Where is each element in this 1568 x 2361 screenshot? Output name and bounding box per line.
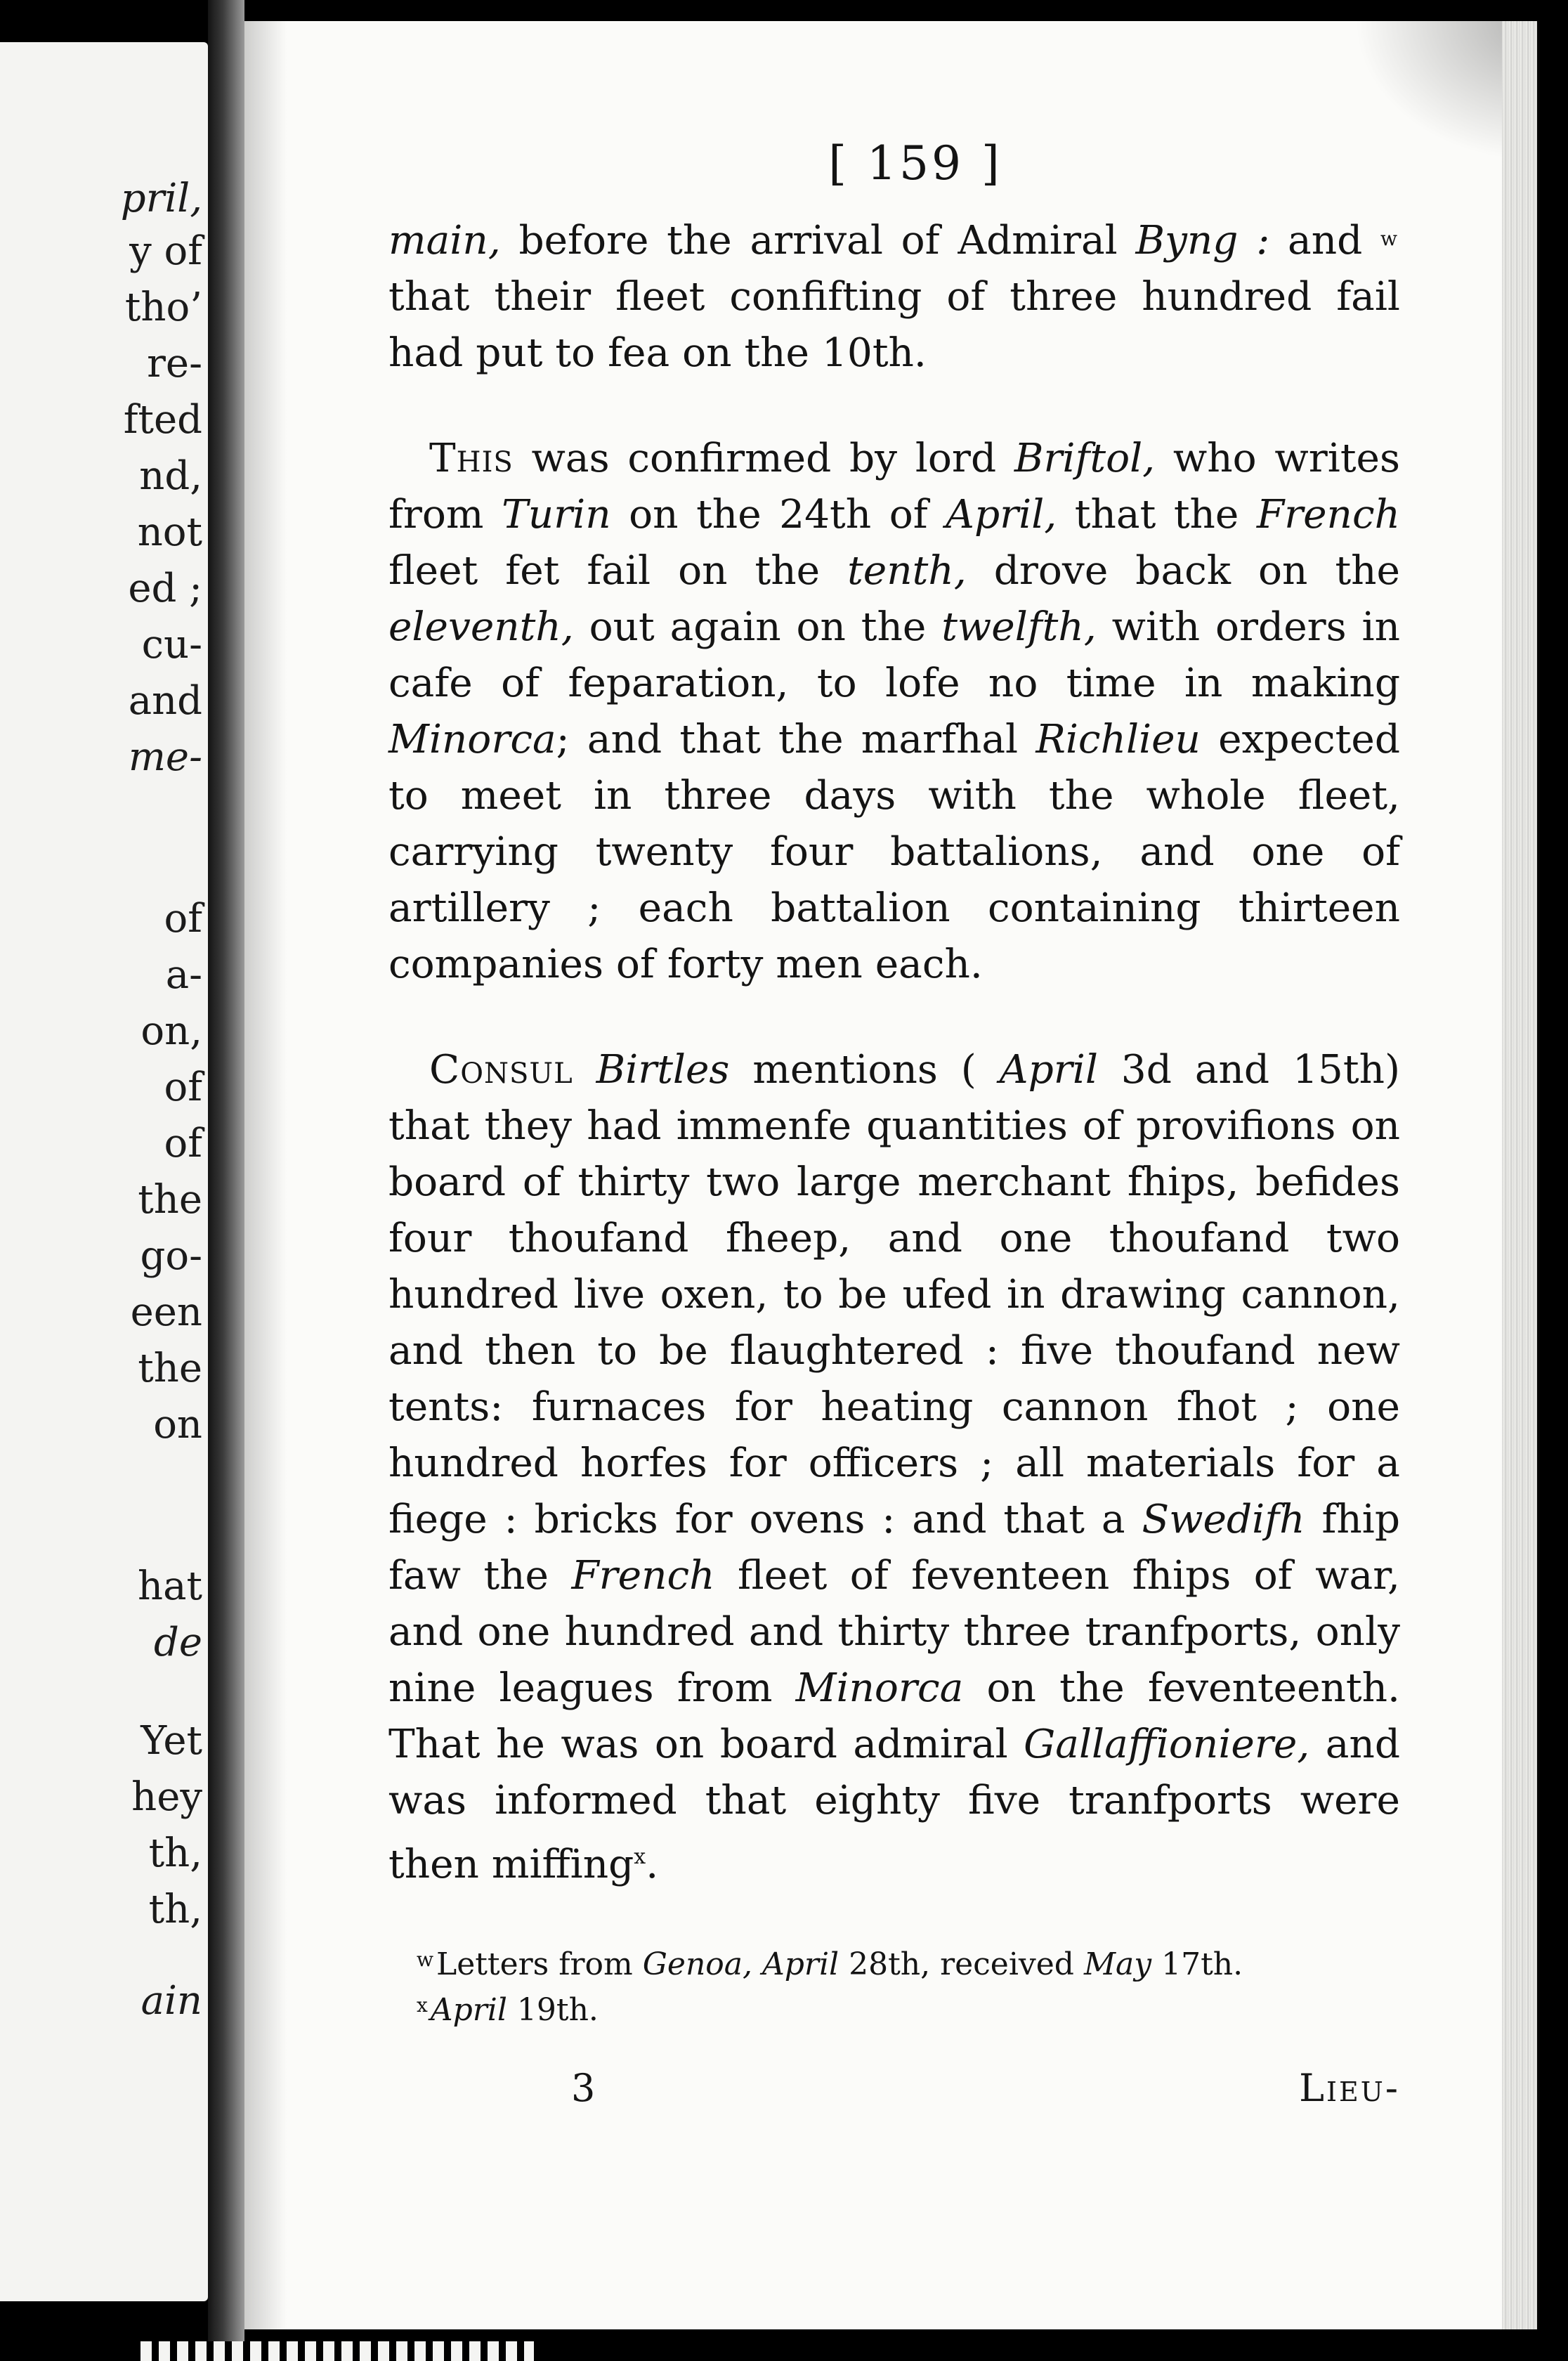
text-span [573, 1047, 596, 1093]
text-span: April [762, 1946, 839, 1982]
left-page-line-fragment: of [164, 1065, 202, 1110]
text-span: that their fleet confifting of three hundred fail had put to fea on the 10th. [388, 274, 1400, 376]
text-span: was confirmed by lord [513, 436, 1014, 481]
footnote-marker-w: w [1380, 227, 1397, 250]
catchword: Lieu- [1299, 2066, 1400, 2110]
text-span: fleet of feventeen fhips of war, and one hundred and thirty three tranfports, only nine leagues from [388, 1553, 1400, 1711]
left-page-line-fragment: een [130, 1289, 202, 1335]
text-span: Consul [429, 1047, 573, 1093]
page-content [388, 136, 1401, 2115]
left-page-line-fragment: on [153, 1402, 202, 1448]
left-page-line-fragment: and [128, 678, 202, 724]
text-span: This [429, 436, 514, 481]
book-page [244, 21, 1537, 2329]
catchline [388, 2066, 1400, 2115]
text-span: fhip faw the [388, 1497, 1401, 1599]
left-page-line-fragment: a- [165, 952, 202, 998]
text-span: Briftol, [1014, 436, 1156, 481]
left-page-line-fragment: cu- [141, 622, 202, 668]
page-header: [ 159 ] [828, 136, 1002, 190]
paragraph-2 [388, 431, 1400, 993]
text-span: mentions ( [729, 1047, 1000, 1093]
text-span: ; and that the marfhal [556, 717, 1036, 762]
gutter-shadow [244, 21, 287, 2329]
text-span: out again on the [573, 604, 942, 650]
book-gutter [208, 0, 244, 2361]
text-span: main, [388, 218, 501, 264]
text-span: eleventh, [388, 604, 574, 650]
text-span: and [1269, 218, 1381, 264]
text-span: who writes from [388, 436, 1400, 538]
text-span: drove back on the [966, 548, 1400, 594]
left-page-line-fragment: pril, [120, 176, 202, 221]
left-page-line-fragment: not [137, 509, 202, 555]
paragraph-3 [388, 1042, 1400, 1893]
text-span: Gallaffioniere, [1024, 1722, 1310, 1767]
left-page-line-fragment: ain [141, 1978, 202, 2024]
left-page-line-fragment: the [138, 1177, 202, 1223]
text-span: Birtles [596, 1047, 730, 1093]
left-page-line-fragment: th, [148, 1830, 202, 1876]
left-page-line-fragment: hey [131, 1774, 202, 1820]
text-span: April, [946, 492, 1057, 538]
text-span [752, 1946, 762, 1982]
left-page-line-fragment: on, [141, 1008, 202, 1054]
footnotes [388, 1939, 1400, 2031]
text-span: April [430, 1992, 507, 2028]
text-span: twelfth, [941, 604, 1097, 650]
text-span: Minorca [388, 717, 556, 762]
left-page-line-fragment: tho’ [124, 285, 202, 330]
left-page-fragment [0, 42, 208, 2301]
text-span: and was informed that eighty five tranfports were then miffing [388, 1722, 1400, 1887]
left-page-line-fragment: nd, [139, 453, 202, 499]
left-page-line-fragment: the [138, 1346, 202, 1391]
footnote-w [417, 1939, 1400, 1985]
text-span: Genoa, [642, 1946, 752, 1982]
text-span: on the feventeenth. That he was on board admiral [388, 1665, 1400, 1767]
text-span: with orders in cafe of feparation, to lofe no time in making [388, 604, 1400, 706]
page-edges [1502, 21, 1537, 2329]
text-span: Byng : [1135, 218, 1270, 264]
text-span: 28th, received [839, 1946, 1084, 1982]
left-page-line-fragment: ed ; [128, 566, 202, 611]
left-page-line-fragment: hat [138, 1563, 202, 1609]
text-span: Minorca [795, 1665, 964, 1711]
text-span: expected to meet in three days with the whole fleet, carrying twenty four battalions, and one of artillery ; each battalion containing thirteen companies of forty men each. [388, 717, 1400, 987]
text-span: 19th. [507, 1992, 599, 2028]
left-page-line-fragment: Yet [141, 1718, 202, 1764]
text-span: tenth, [847, 548, 967, 594]
text-span: May [1083, 1946, 1152, 1982]
left-page-line-fragment: th, [148, 1887, 202, 1932]
left-page-line-fragment: de [154, 1620, 202, 1665]
left-page-line-fragment: of [164, 1121, 202, 1166]
text-span: 17th. [1151, 1946, 1243, 1982]
footnote-x [417, 1985, 1400, 2031]
left-page-line-fragment: go- [140, 1233, 202, 1279]
left-page-line-fragment: y of [129, 228, 202, 274]
footnote-mark: x [417, 1993, 428, 2017]
text-span: Letters from [436, 1946, 643, 1982]
left-page-line-fragment: re- [147, 341, 202, 386]
text-span: before the arrival of Admiral [500, 218, 1136, 264]
text-span: Richlieu [1035, 717, 1201, 762]
left-page-line-fragment: of [164, 896, 202, 942]
paragraph-1 [388, 211, 1400, 382]
footnote-mark: w [417, 1948, 433, 1971]
left-page-line-fragment: me- [128, 734, 202, 780]
footnote-marker-x: x [634, 1845, 646, 1869]
text-span: . [646, 1842, 659, 1887]
text-span: Swedifh [1142, 1497, 1305, 1542]
text-span: April [999, 1047, 1098, 1093]
left-page-line-fragment: fted [123, 397, 202, 443]
text-span: 3d and 15th) that they had immenfe quantities of provifions on board of thirty two large merchant fhips, befides four thoufand fheep, and one thoufand two hundred live oxen, to be ufed in drawing cannon, and then to be flaughtered : five thoufand new tents: furnaces for heating cannon fhot ; one hundred horfes for officers ; all materials for a fiege : bricks for ovens : and that a [388, 1047, 1400, 1542]
signature-mark: 3 [571, 2066, 596, 2110]
scan-edge-marks [141, 2341, 534, 2361]
text-span: on the 24th of [610, 492, 946, 538]
text-span: Turin [502, 492, 611, 538]
text-span: French [571, 1553, 715, 1599]
text-span: fleet fet fail on the [388, 548, 848, 594]
text-span: that the [1057, 492, 1257, 538]
text-span: French [1256, 492, 1400, 538]
